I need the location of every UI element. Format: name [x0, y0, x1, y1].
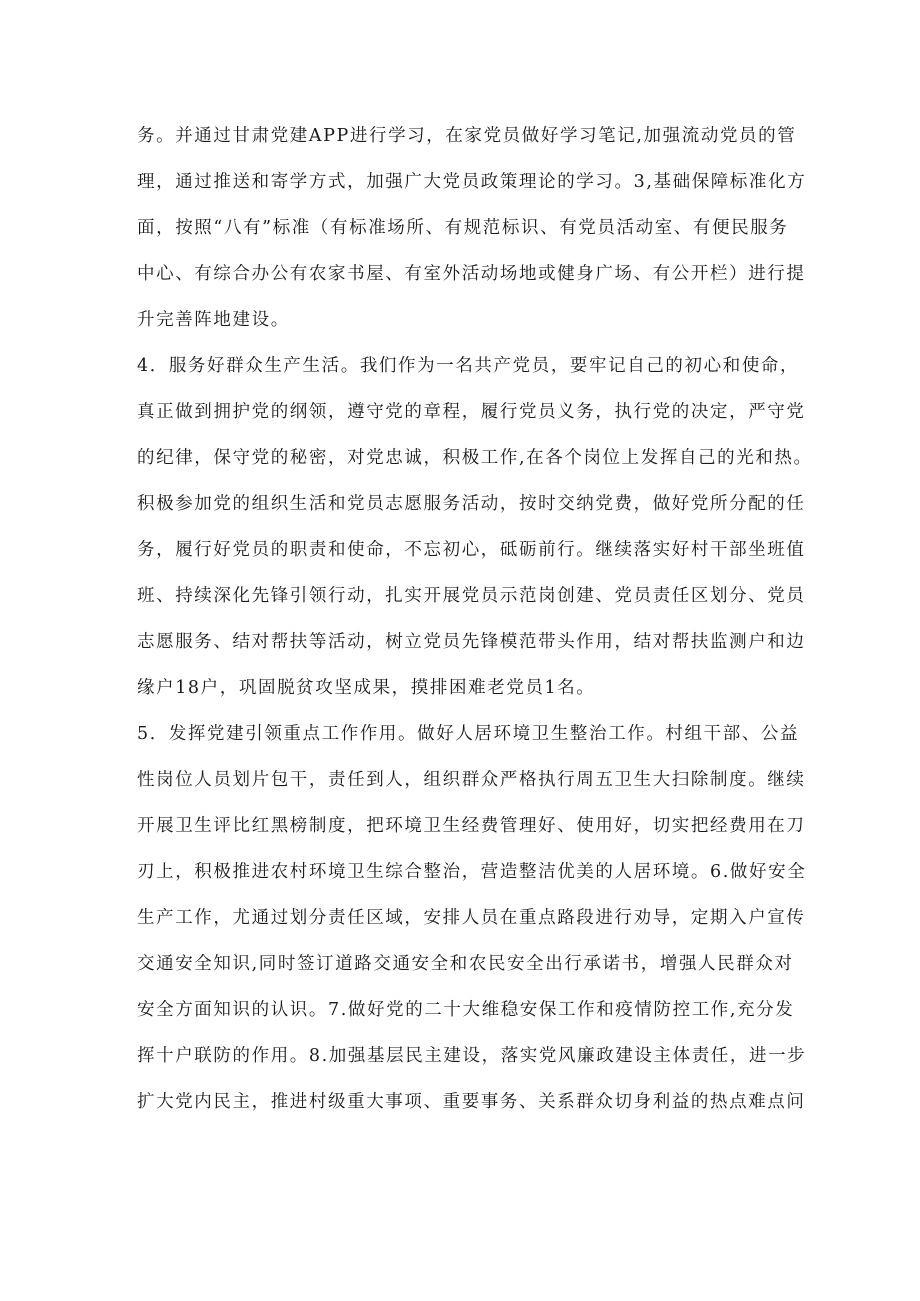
text-line: 交通安全知识,同时签订道路交通安全和农民安全出行承诺书，增强人民群众对 — [137, 954, 794, 974]
text-line: 务。并通过甘肃党建APP进行学习，在家党员做好学习笔记,加强流动党员的管 — [137, 126, 797, 146]
text-line: 升完善阵地建设。 — [137, 310, 290, 330]
text-line: 4．服务好群众生产生活。我们作为一名共产党员，要牢记自己的初心和使命， — [137, 356, 800, 376]
text-line: 真正做到拥护党的纲领，遵守党的章程，履行党员义务，执行党的决定，严守党 — [137, 402, 806, 422]
text-line: 5．发挥党建引领重点工作作用。做好人居环境卫生整治工作。村组干部、公益 — [137, 724, 800, 744]
text-line: 务，履行好党员的职责和使命，不忘初心，砥砺前行。继续落实好村干部坐班值 — [137, 540, 806, 560]
text-line: 班、持续深化先锋引领行动，扎实开展党员示范岗创建、党员责任区划分、党员 — [137, 586, 806, 606]
text-line: 缘户18户，巩固脱贫攻坚成果，摸排困难老党员1名。 — [137, 678, 596, 698]
text-line: 志愿服务、结对帮扶等活动，树立党员先锋模范带头作用，结对帮扶监测户和边 — [137, 632, 806, 652]
text-line: 刃上，积极推进农村环境卫生综合整治，营造整洁优美的人居环境。6.做好安全 — [137, 862, 807, 882]
text-line: 扩大党内民主，推进村级重大事项、重要事务、关系群众切身利益的热点难点问 — [137, 1092, 806, 1112]
text-line: 生产工作，尤通过划分责任区域，安排人员在重点路段进行劝导，定期入户宣传 — [137, 908, 806, 928]
text-line: 理，通过推送和寄学方式，加强广大党员政策理论的学习。3,基础保障标准化方 — [137, 172, 807, 192]
text-line: 中心、有综合办公有农家书屋、有室外活动场地或健身广场、有公开栏）进行提 — [137, 264, 806, 284]
text-line: 的纪律，保守党的秘密，对党忠诚，积极工作,在各个岗位上发挥自己的光和热。 — [137, 448, 813, 468]
text-line: 安全方面知识的认识。7.做好党的二十大维稳安保工作和疫情防控工作,充分发 — [137, 1000, 795, 1020]
text-line: 开展卫生评比红黑榜制度，把环境卫生经费管理好、使用好，切实把经费用在刀 — [137, 816, 806, 836]
text-line: 积极参加党的组织生活和党员志愿服务活动，按时交纳党费，做好党所分配的任 — [137, 494, 806, 514]
text-line: 性岗位人员划片包干，责任到人，组织群众严格执行周五卫生大扫除制度。继续 — [137, 770, 806, 790]
text-line: 面，按照“八有”标准（有标准场所、有规范标识、有党员活动室、有便民服务 — [137, 218, 789, 238]
text-line: 挥十户联防的作用。8.加强基层民主建设，落实党风廉政建设主体责任，进一步 — [137, 1046, 807, 1066]
